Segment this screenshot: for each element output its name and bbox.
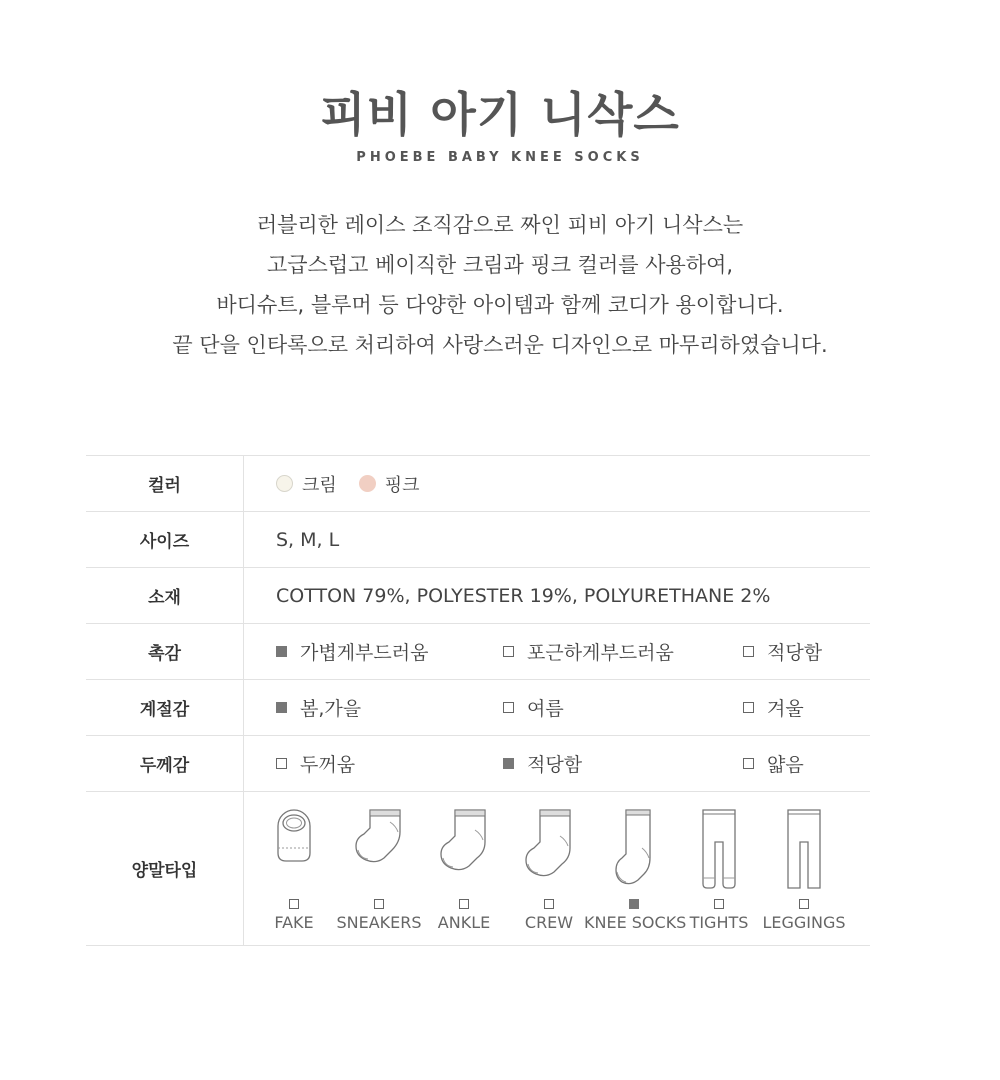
spec-label-size: 사이즈 xyxy=(86,512,244,568)
sock-type-label: FAKE xyxy=(274,913,314,932)
spec-row-material xyxy=(86,568,870,624)
season-option xyxy=(743,680,804,735)
texture-options xyxy=(276,624,870,679)
option-label: 가볍게부드러움 xyxy=(300,642,429,664)
color-option-pink xyxy=(359,471,420,497)
color-options xyxy=(276,471,870,497)
sock-type-leggings xyxy=(754,792,854,945)
fake-sock-icon xyxy=(274,808,314,868)
spec-value-material: COTTON 79%, POLYESTER 19%, POLYURETHANE 2% xyxy=(244,568,871,624)
page-subtitle: PHOEBE BABY KNEE SOCKS xyxy=(356,150,644,165)
description-line: 바디슈트, 블루머 등 다양한 아이템과 함께 코디가 용이합니다. xyxy=(216,293,784,317)
checkbox xyxy=(276,758,287,769)
spec-label-texture: 촉감 xyxy=(86,624,244,680)
checkbox xyxy=(503,646,514,657)
spec-row-texture xyxy=(86,624,870,680)
texture-option xyxy=(276,624,428,679)
sock-type-label: SNEAKERS xyxy=(336,913,422,932)
description-line: 러블리한 레이스 조직감으로 짜인 피비 아기 니삭스는 xyxy=(256,213,744,237)
spec-label-thickness: 두께감 xyxy=(86,736,244,792)
spec-label-color: 컬러 xyxy=(86,456,244,512)
checkbox xyxy=(276,702,287,713)
spec-value-size: S, M, L xyxy=(244,512,871,568)
color-name: 핑크 xyxy=(384,474,420,496)
spec-row-sock-type xyxy=(86,792,870,946)
thickness-options xyxy=(276,736,870,791)
color-name: 크림 xyxy=(302,474,337,496)
sock-type-checkbox xyxy=(714,899,724,909)
sock-type-options xyxy=(244,792,870,945)
sock-type-checkbox xyxy=(799,899,809,909)
spec-label-season: 계절감 xyxy=(86,680,244,736)
option-label: 적당함 xyxy=(527,754,583,776)
spec-table xyxy=(86,455,870,946)
description-line: 끝 단을 인타록으로 처리하여 사랑스러운 디자인으로 마무리하였습니다. xyxy=(172,333,828,357)
season-option xyxy=(276,680,361,735)
spec-row-size xyxy=(86,512,870,568)
product-description xyxy=(0,205,1000,365)
knee-sock-icon xyxy=(614,808,654,886)
leggings-icon xyxy=(786,808,822,890)
checkbox xyxy=(276,646,287,657)
checkbox xyxy=(743,702,754,713)
sock-type-checkbox xyxy=(544,899,554,909)
spec-row-color xyxy=(86,456,870,512)
option-label: 얇음 xyxy=(767,754,804,776)
color-swatch-cream xyxy=(276,475,293,492)
checkbox xyxy=(743,758,754,769)
option-label: 봄,가을 xyxy=(300,698,362,720)
color-option-cream xyxy=(276,471,337,497)
thickness-option xyxy=(276,736,355,791)
season-option xyxy=(503,680,564,735)
crew-sock-icon xyxy=(524,808,574,878)
spec-row-season xyxy=(86,680,870,736)
option-label: 포근하게부드러움 xyxy=(527,642,674,664)
sock-type-label: ANKLE xyxy=(437,913,491,932)
season-options xyxy=(276,680,870,735)
texture-option xyxy=(503,624,674,679)
sock-type-checkbox xyxy=(289,899,299,909)
sock-type-label: KNEE SOCKS xyxy=(584,913,687,932)
page-title: 피비 아기 니삭스 xyxy=(320,88,680,143)
option-label: 겨울 xyxy=(767,698,804,720)
texture-option xyxy=(743,624,822,679)
sock-type-checkbox xyxy=(374,899,384,909)
tights-icon xyxy=(701,808,737,890)
thickness-option xyxy=(743,736,804,791)
sock-type-label: CREW xyxy=(524,913,574,932)
sock-type-label: LEGGINGS xyxy=(762,913,846,932)
option-label: 여름 xyxy=(527,698,564,720)
spec-row-thickness xyxy=(86,736,870,792)
description-line: 고급스럽고 베이직한 크림과 핑크 컬러를 사용하여, xyxy=(266,253,734,277)
option-label: 적당함 xyxy=(767,642,823,664)
color-swatch-pink xyxy=(359,475,376,492)
sock-type-label: TIGHTS xyxy=(689,913,749,932)
sock-type-checkbox xyxy=(459,899,469,909)
checkbox xyxy=(503,758,514,769)
checkbox xyxy=(743,646,754,657)
ankle-sock-icon xyxy=(439,808,489,872)
option-label: 두꺼움 xyxy=(300,754,356,776)
sneakers-sock-icon xyxy=(354,808,404,864)
spec-label-material: 소재 xyxy=(86,568,244,624)
checkbox xyxy=(503,702,514,713)
sock-type-checkbox xyxy=(629,899,639,909)
thickness-option xyxy=(503,736,582,791)
spec-label-sock-type: 양말타입 xyxy=(86,792,244,946)
